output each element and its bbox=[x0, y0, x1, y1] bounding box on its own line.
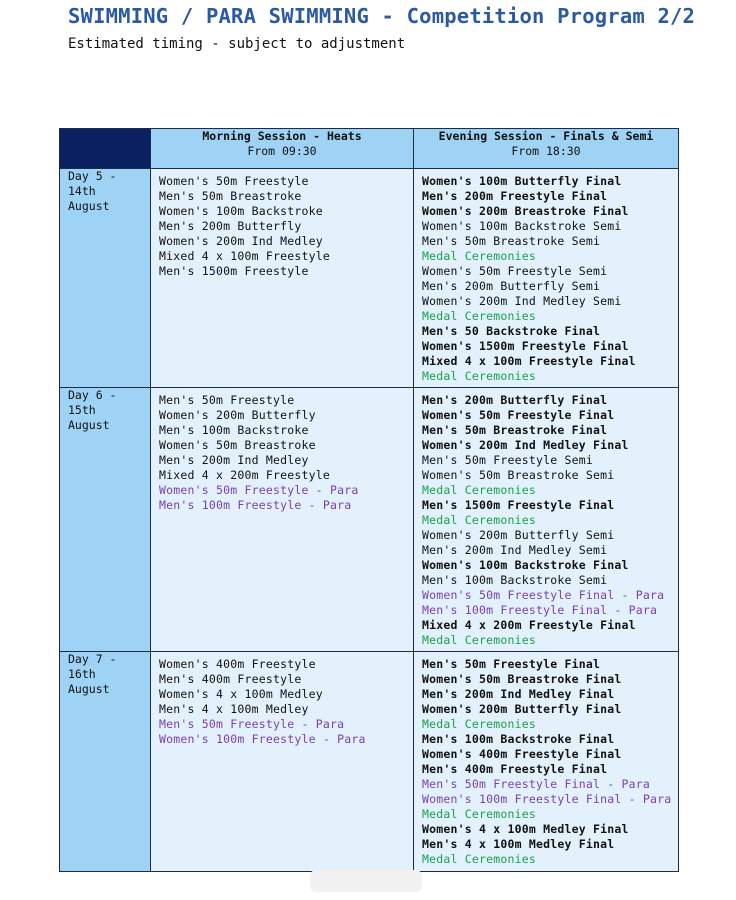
event-item: Women's 100m Freestyle Final - Para bbox=[422, 792, 672, 806]
morning-events-cell bbox=[151, 388, 414, 652]
event-item: Women's 50m Freestyle - Para bbox=[159, 483, 359, 497]
event-item: Men's 50m Freestyle - Para bbox=[159, 717, 345, 731]
event-item: Men's 200m Ind Medley bbox=[159, 453, 309, 467]
evening-events-cell bbox=[414, 169, 679, 388]
day-label-cell bbox=[60, 388, 151, 652]
event-item: Women's 100m Freestyle - Para bbox=[159, 732, 366, 746]
event-item: Men's 200m Butterfly Final bbox=[422, 393, 608, 407]
day-row bbox=[60, 652, 679, 872]
evening-session-header bbox=[414, 129, 679, 169]
event-item: Women's 50m Freestyle Final - Para bbox=[422, 588, 665, 602]
medal-ceremony-item: Medal Ceremonies bbox=[422, 369, 536, 383]
day-label: Day 6 - 15th August bbox=[68, 388, 117, 432]
event-item: Men's 400m Freestyle bbox=[159, 672, 302, 686]
event-item: Mixed 4 x 100m Freestyle Final bbox=[422, 354, 636, 368]
day-row bbox=[60, 169, 679, 388]
event-item: Women's 50m Freestyle Final bbox=[422, 408, 615, 422]
competition-program-table bbox=[59, 128, 679, 872]
event-item: Men's 200m Ind Medley Semi bbox=[422, 543, 608, 557]
evening-event-list bbox=[414, 169, 678, 384]
morning-event-list bbox=[151, 652, 413, 747]
evening-event-list bbox=[414, 652, 678, 867]
event-item: Men's 50 Backstroke Final bbox=[422, 324, 601, 338]
event-item: Men's 400m Freestyle Final bbox=[422, 762, 608, 776]
event-item: Women's 100m Backstroke Semi bbox=[422, 219, 622, 233]
header-corner-cell bbox=[60, 129, 151, 169]
day-label-cell bbox=[60, 652, 151, 872]
event-item: Women's 100m Backstroke Final bbox=[422, 558, 629, 572]
medal-ceremony-item: Medal Ceremonies bbox=[422, 717, 536, 731]
event-item: Men's 4 x 100m Medley Final bbox=[422, 837, 615, 851]
event-item: Men's 100m Backstroke Final bbox=[422, 732, 615, 746]
evening-events-cell bbox=[414, 652, 679, 872]
event-item: Women's 50m Freestyle bbox=[159, 174, 309, 188]
day-label: Day 7 - 16th August bbox=[68, 652, 117, 696]
morning-events-cell bbox=[151, 169, 414, 388]
morning-event-list bbox=[151, 388, 413, 513]
event-item: Women's 4 x 100m Medley bbox=[159, 687, 323, 701]
event-item: Women's 200m Butterfly Final bbox=[422, 702, 622, 716]
evening-event-list bbox=[414, 388, 678, 648]
event-item: Men's 50m Freestyle Final bbox=[422, 657, 601, 671]
medal-ceremony-item: Medal Ceremonies bbox=[422, 513, 536, 527]
event-item: Men's 100m Backstroke bbox=[159, 423, 309, 437]
event-item: Men's 1500m Freestyle bbox=[159, 264, 309, 278]
event-item: Women's 200m Ind Medley bbox=[159, 234, 323, 248]
day-label: Day 5 - 14th August bbox=[68, 169, 117, 213]
event-item: Men's 200m Freestyle Final bbox=[422, 189, 608, 203]
medal-ceremony-item: Medal Ceremonies bbox=[422, 249, 536, 263]
event-item: Women's 200m Breastroke Final bbox=[422, 204, 629, 218]
event-item: Men's 200m Butterfly bbox=[159, 219, 302, 233]
morning-session-title: Morning Session - Heats bbox=[202, 129, 362, 143]
event-item: Men's 50m Breastroke bbox=[159, 189, 302, 203]
morning-session-header bbox=[151, 129, 414, 169]
event-item: Women's 50m Freestyle Semi bbox=[422, 264, 608, 278]
evening-session-time: From 18:30 bbox=[511, 144, 581, 158]
event-item: Women's 4 x 100m Medley Final bbox=[422, 822, 629, 836]
event-item: Men's 100m Freestyle - Para bbox=[159, 498, 352, 512]
page-subtitle: Estimated timing - subject to adjustment bbox=[68, 36, 406, 52]
event-item: Men's 50m Breastroke Semi bbox=[422, 234, 601, 248]
page-title: SWIMMING / PARA SWIMMING - Competition Program 2/2 bbox=[68, 4, 696, 28]
medal-ceremony-item: Medal Ceremonies bbox=[422, 807, 536, 821]
event-item: Mixed 4 x 200m Freestyle bbox=[159, 468, 330, 482]
morning-session-time: From 09:30 bbox=[247, 144, 317, 158]
event-item: Women's 50m Breastroke Semi bbox=[422, 468, 615, 482]
evening-events-cell bbox=[414, 388, 679, 652]
event-item: Women's 200m Ind Medley Semi bbox=[422, 294, 622, 308]
event-item: Men's 1500m Freestyle Final bbox=[422, 498, 615, 512]
event-item: Women's 400m Freestyle bbox=[159, 657, 316, 671]
event-item: Men's 50m Freestyle Final - Para bbox=[422, 777, 650, 791]
event-item: Women's 400m Freestyle Final bbox=[422, 747, 622, 761]
event-item: Mixed 4 x 100m Freestyle bbox=[159, 249, 330, 263]
medal-ceremony-item: Medal Ceremonies bbox=[422, 309, 536, 323]
event-item: Men's 50m Breastroke Final bbox=[422, 423, 608, 437]
event-item: Women's 50m Breastroke bbox=[159, 438, 316, 452]
event-item: Women's 50m Breastroke Final bbox=[422, 672, 622, 686]
morning-events-cell bbox=[151, 652, 414, 872]
medal-ceremony-item: Medal Ceremonies bbox=[422, 852, 536, 866]
event-item: Women's 100m Backstroke bbox=[159, 204, 323, 218]
day-row bbox=[60, 388, 679, 652]
event-item: Men's 200m Butterfly Semi bbox=[422, 279, 601, 293]
event-item: Mixed 4 x 200m Freestyle Final bbox=[422, 618, 636, 632]
event-item: Women's 100m Butterfly Final bbox=[422, 174, 622, 188]
evening-session-title: Evening Session - Finals & Semi bbox=[438, 129, 654, 143]
event-item: Men's 50m Freestyle bbox=[159, 393, 295, 407]
table-header-row bbox=[60, 129, 679, 169]
medal-ceremony-item: Medal Ceremonies bbox=[422, 633, 536, 647]
event-item: Women's 200m Ind Medley Final bbox=[422, 438, 629, 452]
morning-event-list bbox=[151, 169, 413, 279]
event-item: Women's 1500m Freestyle Final bbox=[422, 339, 629, 353]
event-item: Men's 100m Freestyle Final - Para bbox=[422, 603, 658, 617]
event-item: Women's 200m Butterfly Semi bbox=[422, 528, 615, 542]
day-label-cell bbox=[60, 169, 151, 388]
event-item: Men's 100m Backstroke Semi bbox=[422, 573, 608, 587]
event-item: Men's 200m Ind Medley Final bbox=[422, 687, 615, 701]
scan-smudge bbox=[310, 870, 422, 892]
event-item: Men's 50m Freestyle Semi bbox=[422, 453, 593, 467]
event-item: Women's 200m Butterfly bbox=[159, 408, 316, 422]
medal-ceremony-item: Medal Ceremonies bbox=[422, 483, 536, 497]
event-item: Men's 4 x 100m Medley bbox=[159, 702, 309, 716]
